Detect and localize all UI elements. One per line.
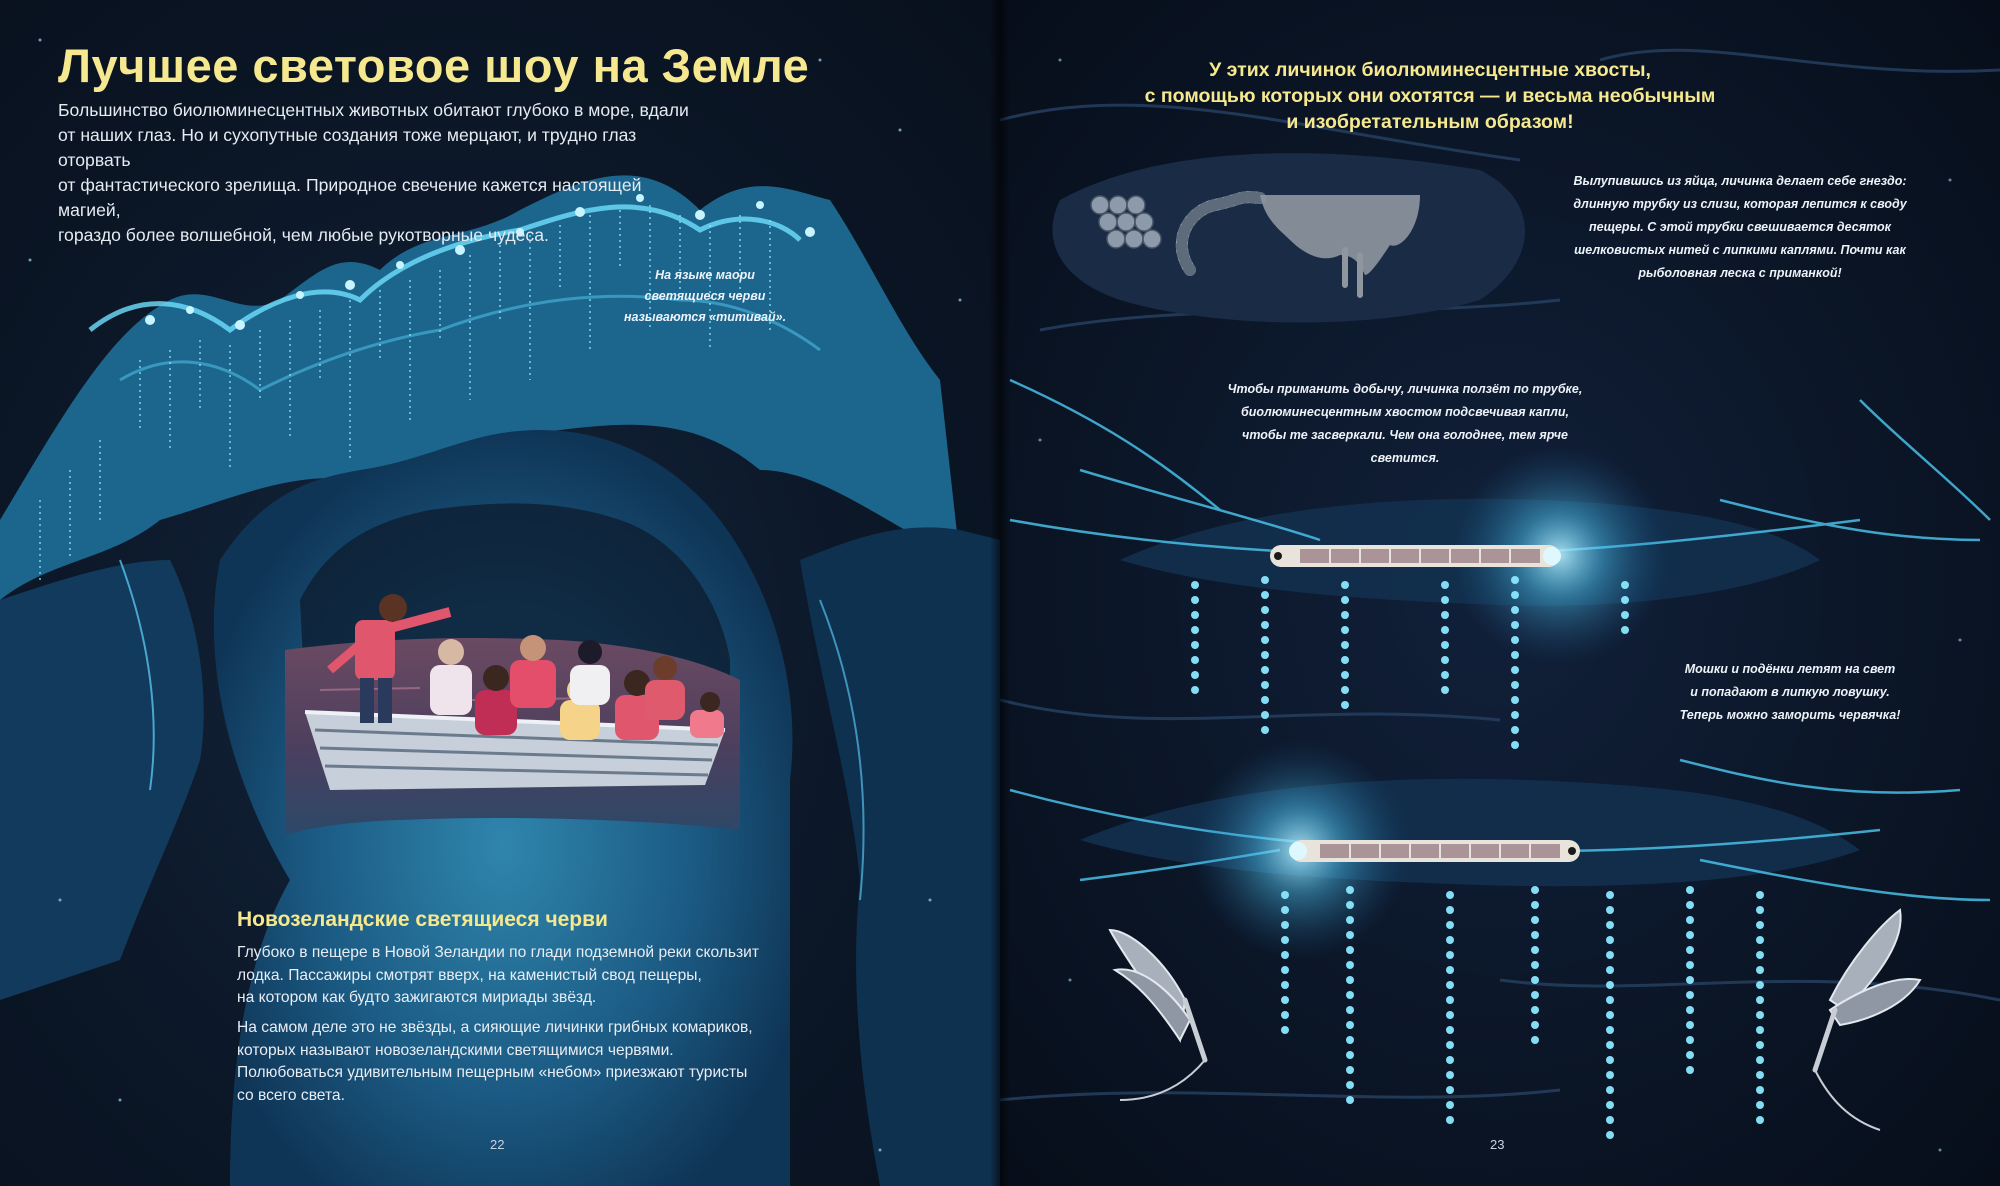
book-gutter [990,0,1010,1186]
body-line: лодка. Пассажиры смотрят вверх, на каменистый свод пещеры, [237,966,702,984]
callout-line: Мошки и подёнки летят на свет [1684,662,1896,676]
body-line: на котором как будто зажигаются мириады звёзд. [237,989,597,1006]
mayfly-icon [1815,910,1920,1130]
nest-callout [1550,170,1930,285]
callout-line: чтобы те засверкали. Чем она голоднее, тем ярче [1242,428,1568,442]
body-line: Глубоко в пещере в Новой Зеландии по глади подземной реки скользит [237,944,760,961]
glowworm-larva-icon [1270,545,1561,567]
page-number: 23 [1490,1137,1505,1152]
callout-line: называются «титивай». [623,310,787,324]
maori-callout [620,265,790,328]
callout-line: Теперь можно заморить червячка! [1679,708,1901,722]
body-line: На самом деле это не звёзды, а сияющие личинки грибных комариков, [237,1019,753,1036]
headline-line: с помощью которых они охотятся — и весьма необычным [1144,85,1716,107]
callout-line: пещеры. С этой трубки свешивается десяток [1589,220,1891,234]
callout-line: длинную трубку из слизи, которая лепится к своду [1573,197,1907,211]
mayfly-icon [1110,930,1205,1100]
callout-line: светится. [1370,451,1440,465]
callout-line: рыболовная леска с приманкой! [1638,266,1842,280]
section-heading: Новозеландские светящиеся черви [237,908,608,931]
right-headline [1130,57,1730,135]
page-number: 22 [490,1137,505,1152]
body-line: Полюбоваться удивительным пещерным «небом» приезжают туристы [237,1064,748,1081]
body-paragraph [237,1017,777,1107]
headline-line: и изобретательным образом! [1286,111,1574,133]
right-page [1000,0,2000,1186]
glowworm-larva-icon [1289,840,1580,862]
intro-line: Большинство биолюминесцентных животных обитают глубоко в море, вдали [58,100,689,120]
headline-line: У этих личинок биолюминесцентные хвосты, [1209,59,1651,81]
callout-line: светящиеся черви [644,289,766,303]
callout-line: шелковистых нитей с липкими каплями. Почти как [1574,243,1906,257]
intro-line: от наших глаз. Но и сухопутные создания тоже мерцают, и трудно глаз оторвать [58,125,637,170]
intro-paragraph [58,98,708,248]
body-paragraph [237,942,777,1010]
lure-callout [1220,378,1590,470]
callout-line: На языке маори [655,268,755,282]
page-title: Лучшее световое шоу на Земле [58,39,810,92]
body-line: со всего света. [237,1086,345,1104]
body-line: которых называют новозеландскими светящимися червями. [237,1041,674,1059]
callout-line: Вылупившись из яйца, личинка делает себе гнездо: [1573,174,1907,188]
intro-line: гораздо более волшебной, чем любые рукотворные чудеса. [58,225,549,245]
trap-callout [1640,658,1940,727]
intro-line: от фантастического зрелища. Природное свечение кажется настоящей магией, [58,175,642,220]
callout-line: биолюминесцентным хвостом подсвечивая капли, [1240,405,1570,419]
callout-line: Чтобы приманить добычу, личинка ползёт по трубке, [1227,382,1583,396]
callout-line: и попадают в липкую ловушку. [1690,685,1890,699]
